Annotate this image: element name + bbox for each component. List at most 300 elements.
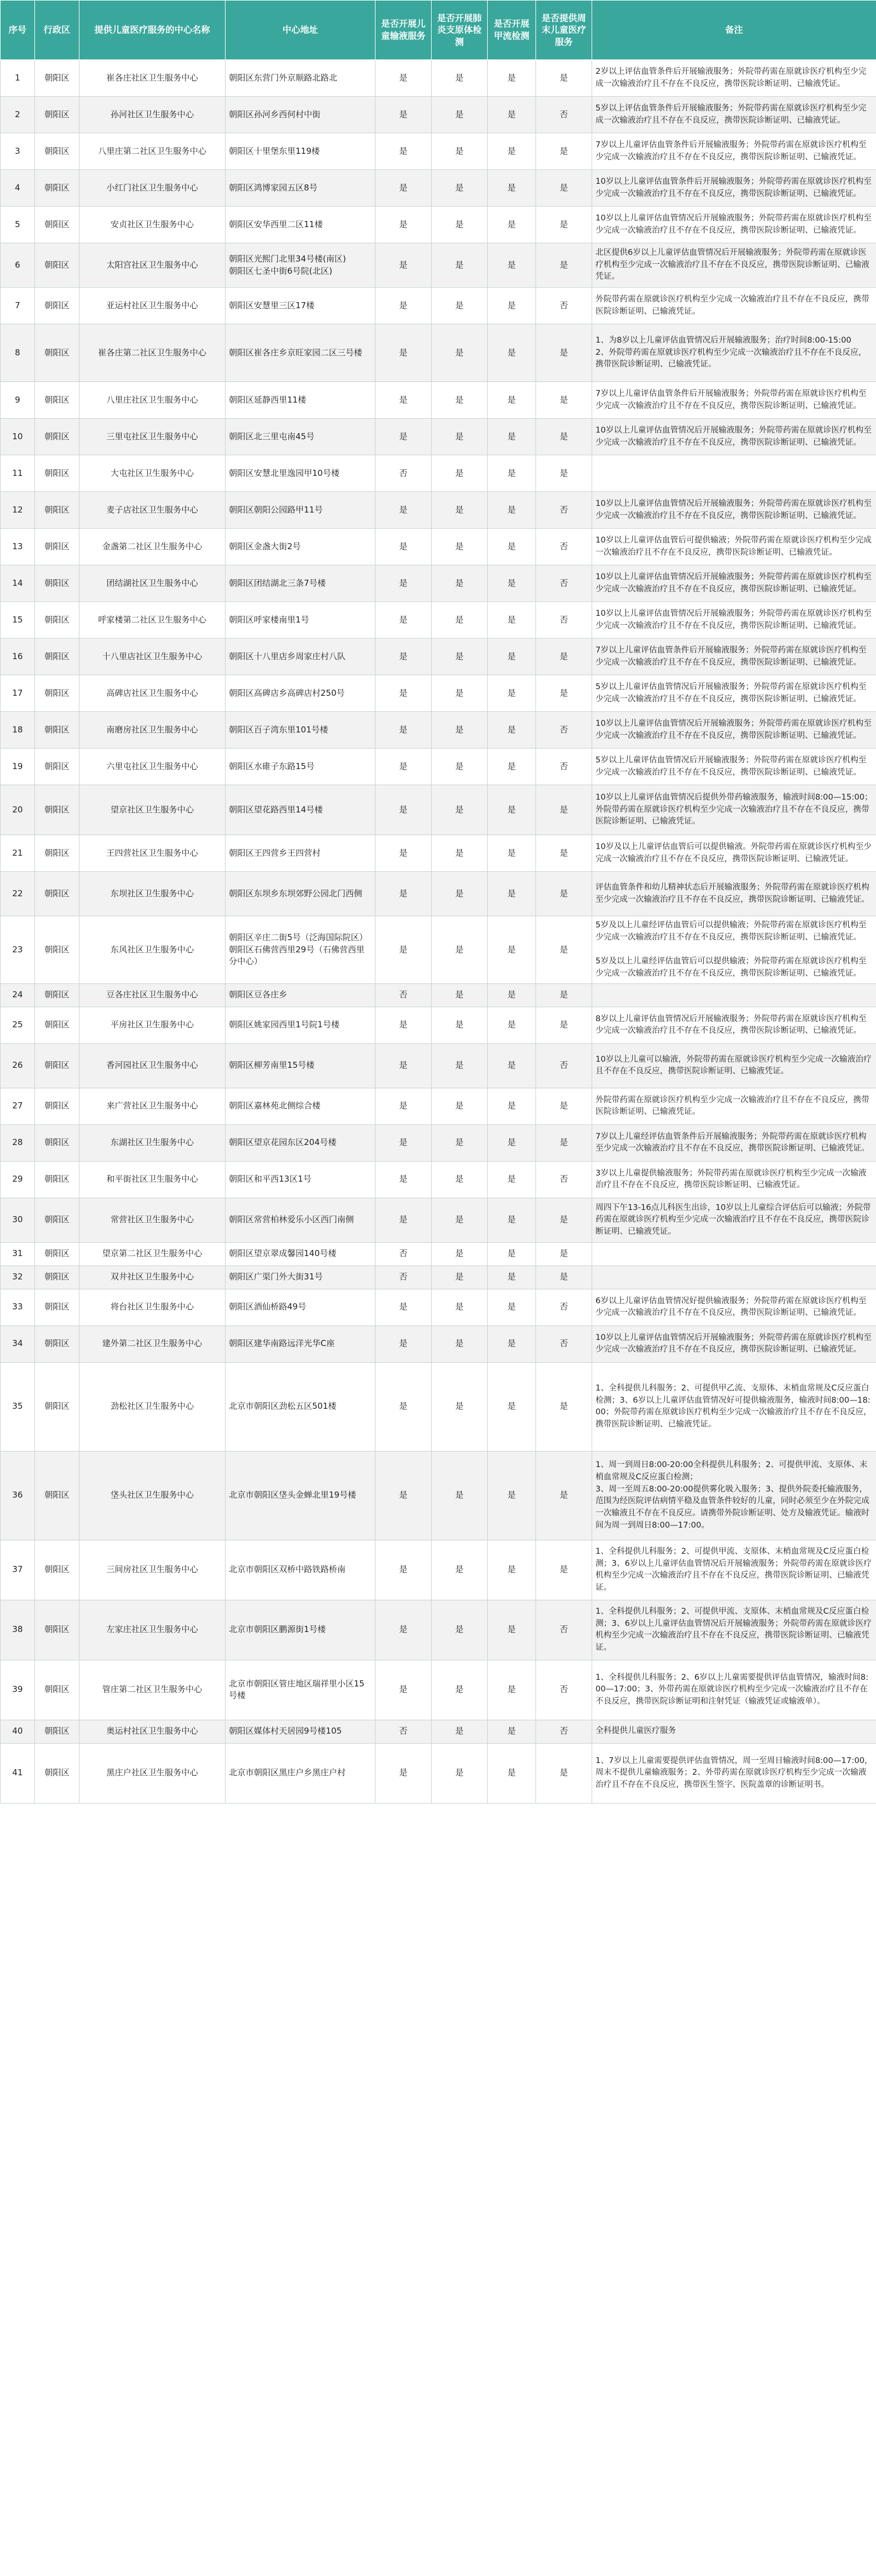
table-row xyxy=(1,419,876,455)
cell-district: 朝阳区 xyxy=(35,529,79,565)
cell-flu-a: 是 xyxy=(488,455,536,492)
cell-center: 建外第二社区卫生服务中心 xyxy=(79,1325,226,1362)
cell-flu-a: 是 xyxy=(488,529,536,565)
cell-center: 三里屯社区卫生服务中心 xyxy=(79,419,226,455)
cell-mycoplasma: 是 xyxy=(432,1289,488,1325)
cell-center: 金盏第二社区卫生服务中心 xyxy=(79,529,226,565)
table-row xyxy=(1,1451,876,1540)
cell-note: 2岁以上评估血管条件后开展输液服务；外院带药需在原就诊医疗机构至少完成一次输液治疗且不存在不良反应，携带医院诊断证明、已输液凭证。 xyxy=(592,60,876,97)
cell-flu-a: 是 xyxy=(488,785,536,835)
cell-weekend: 否 xyxy=(536,1720,592,1743)
cell-infusion: 否 xyxy=(376,1720,432,1743)
cell-mycoplasma: 是 xyxy=(432,207,488,243)
cell-weekend: 是 xyxy=(536,133,592,170)
cell-weekend: 是 xyxy=(536,835,592,872)
cell-district: 朝阳区 xyxy=(35,1660,79,1720)
cell-center: 孙河社区卫生服务中心 xyxy=(79,97,226,133)
cell-flu-a: 是 xyxy=(488,639,536,675)
cell-no: 13 xyxy=(1,529,35,565)
cell-address: 朝阳区北三里屯南45号 xyxy=(226,419,376,455)
cell-weekend: 否 xyxy=(536,529,592,565)
header-infusion: 是否开展儿童输液服务 xyxy=(376,1,432,60)
cell-district: 朝阳区 xyxy=(35,1451,79,1540)
cell-center: 呼家楼第二社区卫生服务中心 xyxy=(79,602,226,639)
cell-no: 14 xyxy=(1,565,35,602)
cell-weekend: 否 xyxy=(536,565,592,602)
cell-mycoplasma: 是 xyxy=(432,133,488,170)
cell-mycoplasma: 是 xyxy=(432,243,488,288)
cell-mycoplasma: 是 xyxy=(432,1007,488,1043)
cell-district: 朝阳区 xyxy=(35,60,79,97)
cell-mycoplasma: 是 xyxy=(432,1362,488,1451)
cell-mycoplasma: 是 xyxy=(432,1660,488,1720)
cell-note: 7岁以上儿童评估血管条件后开展输液服务；外院带药需在原就诊医疗机构至少完成一次输液治疗且不存在不良反应，携带医院诊断证明、已输液凭证。 xyxy=(592,133,876,170)
cell-note: 评估血管条件和幼儿精神状态后开展输液服务；外院带药需在原就诊医疗机构至少完成一次输液治疗且不存在不良反应，携带医院诊断证明、已输液凭证。 xyxy=(592,872,876,916)
cell-flu-a: 是 xyxy=(488,243,536,288)
cell-infusion: 否 xyxy=(376,983,432,1007)
table-row xyxy=(1,1720,876,1743)
cell-mycoplasma: 是 xyxy=(432,1124,488,1161)
cell-no: 38 xyxy=(1,1600,35,1660)
cell-note: 1、为8岁以上儿童评估血管情况后开展输液服务；治疗时间8:00-15:00 2、外院带药需在原就诊医疗机构至少完成一次输液治疗且不存在不良反应，携带医院诊断证明、已输液凭证。 xyxy=(592,324,876,382)
cell-no: 16 xyxy=(1,639,35,675)
cell-address: 朝阳区姚家园西里1号院1号楼 xyxy=(226,1007,376,1043)
cell-infusion: 是 xyxy=(376,1660,432,1720)
cell-address: 北京市朝阳区垡头金蝉北里19号楼 xyxy=(226,1451,376,1540)
cell-center: 东风社区卫生服务中心 xyxy=(79,916,226,984)
table-row xyxy=(1,1660,876,1720)
cell-mycoplasma: 是 xyxy=(432,675,488,712)
cell-district: 朝阳区 xyxy=(35,983,79,1007)
cell-center: 来广营社区卫生服务中心 xyxy=(79,1088,226,1124)
cell-district: 朝阳区 xyxy=(35,565,79,602)
cell-flu-a: 是 xyxy=(488,602,536,639)
cell-no: 19 xyxy=(1,749,35,785)
cell-note: 10岁及以上儿童评估血管后可以提供输液。外院带药需在原就诊医疗机构至少完成一次输液治疗且不存在不良反应，携带医院诊断证明、已输液凭证。 xyxy=(592,835,876,872)
table-body xyxy=(1,60,876,1804)
cell-infusion: 是 xyxy=(376,1088,432,1124)
cell-address: 朝阳区高碑店乡高碑店村250号 xyxy=(226,675,376,712)
cell-weekend: 否 xyxy=(536,1289,592,1325)
cell-flu-a: 是 xyxy=(488,983,536,1007)
cell-no: 2 xyxy=(1,97,35,133)
cell-flu-a: 是 xyxy=(488,207,536,243)
cell-address: 北京市朝阳区管庄地区瑞祥里小区15号楼 xyxy=(226,1660,376,1720)
cell-no: 1 xyxy=(1,60,35,97)
cell-center: 劲松社区卫生服务中心 xyxy=(79,1362,226,1451)
cell-address: 朝阳区广渠门外大街31号 xyxy=(226,1266,376,1289)
cell-center: 王四营社区卫生服务中心 xyxy=(79,835,226,872)
cell-mycoplasma: 是 xyxy=(432,288,488,324)
cell-weekend: 是 xyxy=(536,1743,592,1803)
header-mycoplasma: 是否开展肺炎支原体检测 xyxy=(432,1,488,60)
cell-mycoplasma: 是 xyxy=(432,492,488,529)
cell-address: 朝阳区延静西里11楼 xyxy=(226,382,376,419)
cell-center: 平房社区卫生服务中心 xyxy=(79,1007,226,1043)
cell-infusion: 是 xyxy=(376,916,432,984)
cell-flu-a: 是 xyxy=(488,675,536,712)
cell-note: 5岁以上评估血管条件后开展输液服务；外院带药需在原就诊医疗机构至少完成一次输液治疗且不存在不良反应，携带医院诊断证明、已输液凭证。 xyxy=(592,97,876,133)
cell-weekend: 否 xyxy=(536,1600,592,1660)
cell-note: 1、全科提供儿科服务；2、6岁以上儿童需要提供评估血管情况，输液时间8:00—17:00；3、外带药需在原就诊医疗机构至少完成一次输液治疗且不存在不良反应，携带医院诊断证明和注射凭证（输液凭证或输液单）。 xyxy=(592,1660,876,1720)
cell-no: 34 xyxy=(1,1325,35,1362)
cell-address: 朝阳区望京花园东区204号楼 xyxy=(226,1124,376,1161)
cell-weekend: 是 xyxy=(536,1007,592,1043)
cell-district: 朝阳区 xyxy=(35,1720,79,1743)
cell-note: 10岁以上儿童可以输液，外院带药需在原就诊医疗机构至少完成一次输液治疗且不存在不良反应，携带医院诊断证明、已输液凭证。 xyxy=(592,1043,876,1088)
cell-no: 40 xyxy=(1,1720,35,1743)
cell-flu-a: 是 xyxy=(488,565,536,602)
cell-no: 3 xyxy=(1,133,35,170)
cell-no: 4 xyxy=(1,170,35,207)
cell-note: 全科提供儿童医疗服务 xyxy=(592,1720,876,1743)
table-row xyxy=(1,529,876,565)
cell-address: 朝阳区和平西13区1号 xyxy=(226,1161,376,1198)
table-row xyxy=(1,1198,876,1242)
cell-mycoplasma: 是 xyxy=(432,1088,488,1124)
cell-address: 朝阳区媒体村天居园9号楼105 xyxy=(226,1720,376,1743)
cell-district: 朝阳区 xyxy=(35,382,79,419)
table-header-row xyxy=(1,1,876,60)
cell-mycoplasma: 是 xyxy=(432,1600,488,1660)
cell-address: 北京市朝阳区鹏源街1号楼 xyxy=(226,1600,376,1660)
cell-no: 26 xyxy=(1,1043,35,1088)
cell-district: 朝阳区 xyxy=(35,1600,79,1660)
header-district: 行政区 xyxy=(35,1,79,60)
cell-center: 垡头社区卫生服务中心 xyxy=(79,1451,226,1540)
cell-infusion: 是 xyxy=(376,1451,432,1540)
cell-center: 豆各庄社区卫生服务中心 xyxy=(79,983,226,1007)
cell-weekend: 是 xyxy=(536,170,592,207)
cell-weekend: 否 xyxy=(536,492,592,529)
cell-weekend: 否 xyxy=(536,288,592,324)
cell-weekend: 是 xyxy=(536,60,592,97)
table-row xyxy=(1,1266,876,1289)
cell-infusion: 是 xyxy=(376,565,432,602)
cell-district: 朝阳区 xyxy=(35,916,79,984)
cell-district: 朝阳区 xyxy=(35,835,79,872)
cell-no: 20 xyxy=(1,785,35,835)
cell-address: 朝阳区安慧里三区17楼 xyxy=(226,288,376,324)
cell-weekend: 是 xyxy=(536,1198,592,1242)
table-row xyxy=(1,1161,876,1198)
cell-mycoplasma: 是 xyxy=(432,916,488,984)
cell-mycoplasma: 是 xyxy=(432,1451,488,1540)
cell-note: 1、周一到周日8:00-20:00全科提供儿科服务；2、可提供甲流、支原体、末梢血常规及C反应蛋白检测； 3、周一至周五8:00-20:00提供雾化吸入服务；3、提供外院委托输液服务，范围为经医院评估病情平稳及血管条件较好的儿童，同时必须至少在外院完成一次输液且不存在不良反应。请携带外院诊断证明、处方及输液凭证。输液时间为周一到周日8:00—17:00。 xyxy=(592,1451,876,1540)
cell-no: 39 xyxy=(1,1660,35,1720)
cell-infusion: 是 xyxy=(376,639,432,675)
cell-flu-a: 是 xyxy=(488,288,536,324)
table-row xyxy=(1,1124,876,1161)
cell-infusion: 是 xyxy=(376,749,432,785)
cell-weekend: 否 xyxy=(536,1325,592,1362)
cell-flu-a: 是 xyxy=(488,835,536,872)
cell-infusion: 是 xyxy=(376,1124,432,1161)
cell-center: 黑庄户社区卫生服务中心 xyxy=(79,1743,226,1803)
cell-infusion: 是 xyxy=(376,872,432,916)
cell-weekend: 否 xyxy=(536,1660,592,1720)
cell-note: 5岁以上儿童评估血管情况后开展输液服务；外院带药需在原就诊医疗机构至少完成一次输液治疗且不存在不良反应，携带医院诊断证明、已输液凭证。 xyxy=(592,749,876,785)
cell-mycoplasma: 是 xyxy=(432,565,488,602)
table-row xyxy=(1,675,876,712)
table-row xyxy=(1,1289,876,1325)
cell-no: 27 xyxy=(1,1088,35,1124)
cell-center: 小红门社区卫生服务中心 xyxy=(79,170,226,207)
cell-note xyxy=(592,1266,876,1289)
cell-center: 八里庄社区卫生服务中心 xyxy=(79,382,226,419)
table-row xyxy=(1,1007,876,1043)
cell-mycoplasma: 是 xyxy=(432,1266,488,1289)
cell-weekend: 是 xyxy=(536,419,592,455)
cell-note: 10岁以上儿童评估血管情况后开展输液服务；外院带药需在原就诊医疗机构至少完成一次输液治疗且不存在不良反应，携带医院诊断证明、已输液凭证。 xyxy=(592,207,876,243)
cell-mycoplasma: 是 xyxy=(432,1743,488,1803)
cell-center: 三间房社区卫生服务中心 xyxy=(79,1540,226,1600)
cell-weekend: 是 xyxy=(536,639,592,675)
cell-district: 朝阳区 xyxy=(35,1007,79,1043)
cell-mycoplasma: 是 xyxy=(432,455,488,492)
cell-note: 3岁以上儿童提供输液服务；外院带药需在原就诊医疗机构至少完成一次输液治疗且不存在不良反应，携带医院诊断证明、已输液凭证。 xyxy=(592,1161,876,1198)
cell-flu-a: 是 xyxy=(488,1088,536,1124)
cell-infusion: 是 xyxy=(376,492,432,529)
cell-address: 朝阳区水碓子东路15号 xyxy=(226,749,376,785)
cell-center: 崔各庄社区卫生服务中心 xyxy=(79,60,226,97)
cell-center: 南磨房社区卫生服务中心 xyxy=(79,712,226,749)
cell-address: 朝阳区建华南路远洋光华C座 xyxy=(226,1325,376,1362)
cell-note xyxy=(592,1242,876,1266)
cell-weekend: 否 xyxy=(536,602,592,639)
cell-mycoplasma: 是 xyxy=(432,1198,488,1242)
cell-address: 朝阳区东坝乡东坝郊野公园北门西侧 xyxy=(226,872,376,916)
cell-district: 朝阳区 xyxy=(35,207,79,243)
cell-weekend: 是 xyxy=(536,382,592,419)
cell-flu-a: 是 xyxy=(488,1540,536,1600)
table-row xyxy=(1,1600,876,1660)
cell-no: 6 xyxy=(1,243,35,288)
cell-center: 东坝社区卫生服务中心 xyxy=(79,872,226,916)
cell-note: 1、全科提供儿科服务；2、可提供甲流、支原体、末梢血常规及C反应蛋白检测；3、6岁以上儿童评估血管情况后开展输液服务；外院带药需在原就诊医疗机构至少完成一次输液治疗且不存在不良反应，携带医院诊断证明、已输液凭证。 xyxy=(592,1540,876,1600)
cell-district: 朝阳区 xyxy=(35,872,79,916)
cell-address: 北京市朝阳区双桥中路铁路桥南 xyxy=(226,1540,376,1600)
cell-weekend: 否 xyxy=(536,1161,592,1198)
cell-center: 亚运村社区卫生服务中心 xyxy=(79,288,226,324)
cell-district: 朝阳区 xyxy=(35,419,79,455)
table-row xyxy=(1,1043,876,1088)
header-center: 提供儿童医疗服务的中心名称 xyxy=(79,1,226,60)
cell-mycoplasma: 是 xyxy=(432,1161,488,1198)
cell-flu-a: 是 xyxy=(488,1124,536,1161)
cell-infusion: 是 xyxy=(376,97,432,133)
table-row xyxy=(1,170,876,207)
table-row xyxy=(1,749,876,785)
cell-center: 双井社区卫生服务中心 xyxy=(79,1266,226,1289)
cell-district: 朝阳区 xyxy=(35,1198,79,1242)
cell-mycoplasma: 是 xyxy=(432,835,488,872)
cell-infusion: 是 xyxy=(376,785,432,835)
cell-flu-a: 是 xyxy=(488,1325,536,1362)
table-row xyxy=(1,1242,876,1266)
cell-mycoplasma: 是 xyxy=(432,324,488,382)
cell-infusion: 是 xyxy=(376,1007,432,1043)
table-row xyxy=(1,872,876,916)
cell-no: 41 xyxy=(1,1743,35,1803)
cell-address: 朝阳区嘉林苑北侧综合楼 xyxy=(226,1088,376,1124)
cell-address: 北京市朝阳区黑庄户乡黑庄户村 xyxy=(226,1743,376,1803)
cell-infusion: 是 xyxy=(376,529,432,565)
cell-flu-a: 是 xyxy=(488,749,536,785)
cell-infusion: 是 xyxy=(376,1043,432,1088)
cell-no: 33 xyxy=(1,1289,35,1325)
cell-mycoplasma: 是 xyxy=(432,1242,488,1266)
cell-flu-a: 是 xyxy=(488,382,536,419)
table-row xyxy=(1,207,876,243)
cell-infusion: 是 xyxy=(376,1362,432,1451)
table-row xyxy=(1,1540,876,1600)
cell-address: 朝阳区崔各庄乡京旺家园二区三号楼 xyxy=(226,324,376,382)
cell-mycoplasma: 是 xyxy=(432,382,488,419)
cell-infusion: 否 xyxy=(376,1266,432,1289)
cell-mycoplasma: 是 xyxy=(432,983,488,1007)
cell-infusion: 是 xyxy=(376,1325,432,1362)
cell-flu-a: 是 xyxy=(488,916,536,984)
cell-weekend: 是 xyxy=(536,1242,592,1266)
cell-no: 30 xyxy=(1,1198,35,1242)
cell-note: 10岁以上儿童评估血管情况后开展输液服务；外院带药需在原就诊医疗机构至少完成一次输液治疗且不存在不良反应，携带医院诊断证明、已输液凭证。 xyxy=(592,419,876,455)
cell-flu-a: 是 xyxy=(488,1007,536,1043)
cell-center: 奥运村社区卫生服务中心 xyxy=(79,1720,226,1743)
cell-weekend: 否 xyxy=(536,749,592,785)
cell-flu-a: 是 xyxy=(488,712,536,749)
cell-district: 朝阳区 xyxy=(35,1540,79,1600)
cell-flu-a: 是 xyxy=(488,1660,536,1720)
cell-no: 11 xyxy=(1,455,35,492)
cell-no: 9 xyxy=(1,382,35,419)
cell-flu-a: 是 xyxy=(488,133,536,170)
cell-no: 8 xyxy=(1,324,35,382)
cell-weekend: 是 xyxy=(536,983,592,1007)
cell-center: 麦子店社区卫生服务中心 xyxy=(79,492,226,529)
cell-weekend: 是 xyxy=(536,324,592,382)
cell-address: 北京市朝阳区劲松五区501楼 xyxy=(226,1362,376,1451)
cell-weekend: 是 xyxy=(536,455,592,492)
cell-flu-a: 是 xyxy=(488,1289,536,1325)
cell-center: 太阳宫社区卫生服务中心 xyxy=(79,243,226,288)
cell-flu-a: 是 xyxy=(488,97,536,133)
cell-mycoplasma: 是 xyxy=(432,60,488,97)
cell-mycoplasma: 是 xyxy=(432,1540,488,1600)
cell-district: 朝阳区 xyxy=(35,1161,79,1198)
cell-no: 36 xyxy=(1,1451,35,1540)
cell-weekend: 否 xyxy=(536,712,592,749)
cell-center: 将台社区卫生服务中心 xyxy=(79,1289,226,1325)
cell-flu-a: 是 xyxy=(488,60,536,97)
cell-center: 高碑店社区卫生服务中心 xyxy=(79,675,226,712)
cell-district: 朝阳区 xyxy=(35,243,79,288)
cell-district: 朝阳区 xyxy=(35,1124,79,1161)
cell-district: 朝阳区 xyxy=(35,1325,79,1362)
cell-weekend: 是 xyxy=(536,785,592,835)
cell-address: 朝阳区酒仙桥路49号 xyxy=(226,1289,376,1325)
cell-flu-a: 是 xyxy=(488,492,536,529)
cell-center: 十八里店社区卫生服务中心 xyxy=(79,639,226,675)
cell-address: 朝阳区孙河乡西何村中街 xyxy=(226,97,376,133)
cell-infusion: 是 xyxy=(376,1743,432,1803)
cell-note: 外院带药需在原就诊医疗机构至少完成一次输液治疗且不存在不良反应，携带医院诊断证明、已输液凭证。 xyxy=(592,1088,876,1124)
cell-note: 1、全科提供儿科服务；2、可提供甲流、支原体、末梢血常规及C反应蛋白检测；3、6岁以上儿童评估血管情况后开展输液服务；外院带药需在原就诊医疗机构至少完成一次输液治疗且不存在不良反应，携带医院诊断证明、已输液凭证。 xyxy=(592,1600,876,1660)
cell-note: 10岁以上儿童评估血管情况后开展输液服务；外院带药需在原就诊医疗机构至少完成一次输液治疗且不存在不良反应，携带医院诊断证明、已输液凭证。 xyxy=(592,565,876,602)
cell-note: 外院带药需在原就诊医疗机构至少完成一次输液治疗且不存在不良反应，携带医院诊断证明、已输液凭证。 xyxy=(592,288,876,324)
table-row xyxy=(1,288,876,324)
table-row xyxy=(1,1362,876,1451)
cell-district: 朝阳区 xyxy=(35,749,79,785)
cell-address: 朝阳区百子湾东里101号楼 xyxy=(226,712,376,749)
cell-district: 朝阳区 xyxy=(35,1043,79,1088)
cell-district: 朝阳区 xyxy=(35,492,79,529)
cell-district: 朝阳区 xyxy=(35,133,79,170)
cell-infusion: 是 xyxy=(376,243,432,288)
cell-weekend: 是 xyxy=(536,243,592,288)
cell-no: 12 xyxy=(1,492,35,529)
cell-address: 朝阳区安慧北里逸园甲10号楼 xyxy=(226,455,376,492)
table-row xyxy=(1,712,876,749)
cell-weekend: 是 xyxy=(536,1451,592,1540)
cell-district: 朝阳区 xyxy=(35,602,79,639)
cell-flu-a: 是 xyxy=(488,1451,536,1540)
cell-note: 10岁以上儿童评估血管情况后开展输液服务；外院带药需在原就诊医疗机构至少完成一次输液治疗且不存在不良反应，携带医院诊断证明、已输液凭证。 xyxy=(592,492,876,529)
cell-weekend: 是 xyxy=(536,916,592,984)
cell-mycoplasma: 是 xyxy=(432,872,488,916)
header-note: 备注 xyxy=(592,1,876,60)
cell-no: 21 xyxy=(1,835,35,872)
cell-flu-a: 是 xyxy=(488,324,536,382)
cell-district: 朝阳区 xyxy=(35,1289,79,1325)
cell-address: 朝阳区柳芳南里15号楼 xyxy=(226,1043,376,1088)
cell-address: 朝阳区金盏大街2号 xyxy=(226,529,376,565)
cell-note: 10岁以上儿童评估血管情况后开展输液服务；外院带药需在原就诊医疗机构至少完成一次输液治疗且不存在不良反应，携带医院诊断证明、已输液凭证。 xyxy=(592,712,876,749)
cell-district: 朝阳区 xyxy=(35,675,79,712)
cell-address: 朝阳区团结湖北三条7号楼 xyxy=(226,565,376,602)
table-row xyxy=(1,983,876,1007)
cell-mycoplasma: 是 xyxy=(432,749,488,785)
cell-center: 和平街社区卫生服务中心 xyxy=(79,1161,226,1198)
cell-district: 朝阳区 xyxy=(35,1743,79,1803)
cell-note: 7岁以上儿童经评估血管条件后开展输液服务；外院带药需在原就诊医疗机构至少完成一次输液治疗且不存在不良反应，携带医院诊断证明、已输液凭证。 xyxy=(592,1124,876,1161)
cell-note: 8岁以上儿童评估血管情况后开展输液服务；外院带药需在原就诊医疗机构至少完成一次输液治疗且不存在不良反应，携带医院诊断证明、已输液凭证。 xyxy=(592,1007,876,1043)
table-row xyxy=(1,133,876,170)
cell-mycoplasma: 是 xyxy=(432,1325,488,1362)
cell-infusion: 是 xyxy=(376,1289,432,1325)
cell-note xyxy=(592,983,876,1007)
cell-infusion: 是 xyxy=(376,835,432,872)
table-row xyxy=(1,565,876,602)
cell-weekend: 是 xyxy=(536,675,592,712)
cell-note: 7岁以上儿童评估血管条件后开展输液服务；外院带药需在原就诊医疗机构至少完成一次输液治疗且不存在不良反应，携带医院诊断证明、已输液凭证。 xyxy=(592,382,876,419)
cell-center: 东湖社区卫生服务中心 xyxy=(79,1124,226,1161)
cell-no: 18 xyxy=(1,712,35,749)
cell-address: 朝阳区鸿博家园五区8号 xyxy=(226,170,376,207)
cell-weekend: 是 xyxy=(536,1540,592,1600)
cell-center: 望京社区卫生服务中心 xyxy=(79,785,226,835)
header-weekend: 是否提供周末儿童医疗服务 xyxy=(536,1,592,60)
cell-no: 37 xyxy=(1,1540,35,1600)
cell-weekend: 是 xyxy=(536,207,592,243)
cell-no: 31 xyxy=(1,1242,35,1266)
cell-infusion: 否 xyxy=(376,1242,432,1266)
table-row xyxy=(1,1743,876,1803)
table-row xyxy=(1,455,876,492)
cell-flu-a: 是 xyxy=(488,1161,536,1198)
cell-no: 22 xyxy=(1,872,35,916)
cell-note: 5岁以上儿童评估血管情况后开展输液服务；外院带药需在原就诊医疗机构至少完成一次输液治疗且不存在不良反应，携带医院诊断证明、已输液凭证。 xyxy=(592,675,876,712)
